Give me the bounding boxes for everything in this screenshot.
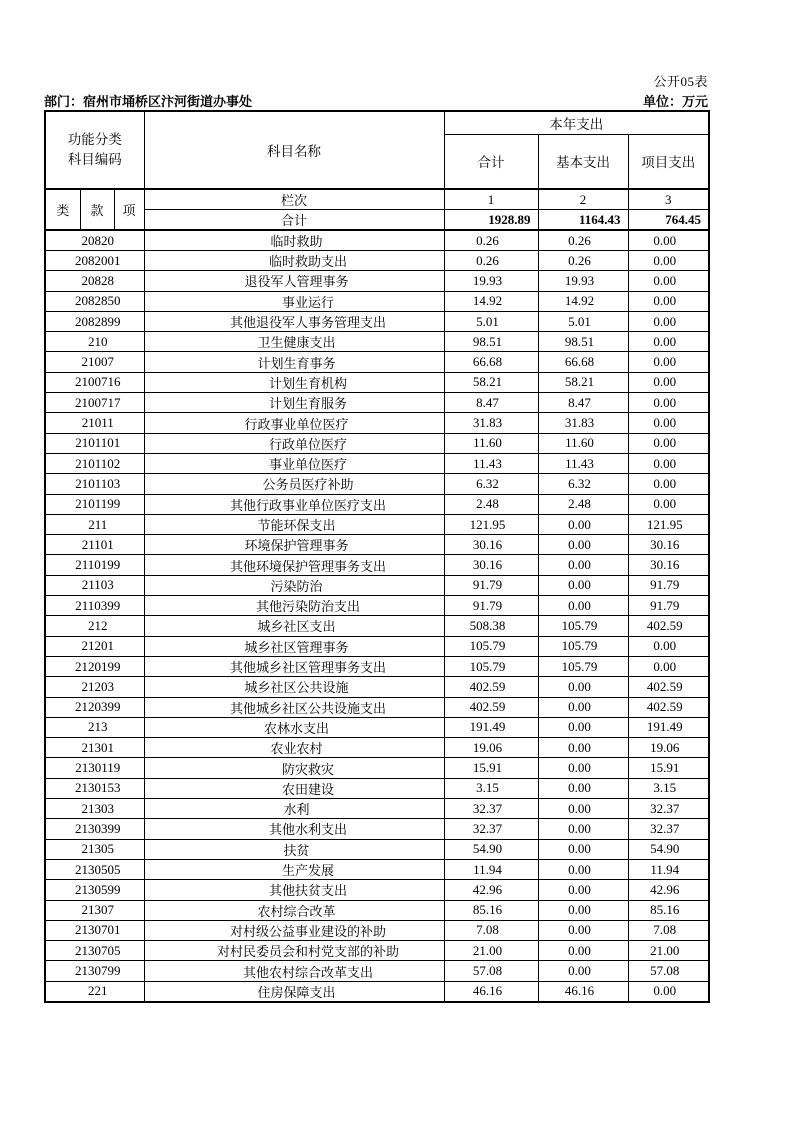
- row-basic-value: 105.79: [538, 616, 628, 636]
- row-subject-name: 计划生育机构: [144, 372, 444, 392]
- row-code: 2082899: [45, 311, 144, 331]
- row-project-value: 402.59: [628, 697, 709, 717]
- header-subcol-item: 项: [114, 189, 144, 230]
- row-basic-value: 66.68: [538, 352, 628, 372]
- row-total-value: 11.60: [444, 433, 538, 453]
- row-project-value: 0.00: [628, 230, 709, 251]
- unit-label: 单位：万元: [642, 94, 708, 109]
- row-project-value: 0.00: [628, 636, 709, 656]
- row-total-value: 31.83: [444, 413, 538, 433]
- row-project-value: 11.94: [628, 859, 709, 879]
- row-code: 2130705: [45, 941, 144, 961]
- row-subject-name: 农村综合改革: [144, 900, 444, 920]
- row-basic-value: 0.00: [538, 900, 628, 920]
- row-project-value: 0.00: [628, 433, 709, 453]
- table-row: [45, 758, 709, 778]
- meta-line: [44, 91, 708, 110]
- row-project-value: 0.00: [628, 453, 709, 473]
- header-subcol-section: 款: [80, 189, 114, 230]
- row-subject-name: 其他城乡社区管理事务支出: [144, 656, 444, 676]
- row-basic-value: 11.43: [538, 453, 628, 473]
- row-code: 2082850: [45, 291, 144, 311]
- row-total-value: 0.26: [444, 230, 538, 251]
- row-subject-name: 对村级公益事业建设的补助: [144, 920, 444, 940]
- row-code: 21307: [45, 900, 144, 920]
- row-basic-value: 0.00: [538, 535, 628, 555]
- header-column-index-3: 3: [628, 189, 709, 210]
- row-total-value: 0.26: [444, 251, 538, 271]
- row-code: 2130399: [45, 819, 144, 839]
- row-subject-name: 行政单位医疗: [144, 433, 444, 453]
- row-basic-value: 105.79: [538, 656, 628, 676]
- row-total-value: 2.48: [444, 494, 538, 514]
- table-row: [45, 433, 709, 453]
- row-total-value: 15.91: [444, 758, 538, 778]
- row-subject-name: 行政事业单位医疗: [144, 413, 444, 433]
- row-project-value: 7.08: [628, 920, 709, 940]
- row-total-value: 91.79: [444, 575, 538, 595]
- table-row: [45, 372, 709, 392]
- row-basic-value: 0.00: [538, 717, 628, 737]
- row-project-value: 91.79: [628, 596, 709, 616]
- table-row: [45, 941, 709, 961]
- header-code-title-line2: 科目编码: [67, 152, 122, 167]
- row-project-value: 0.00: [628, 474, 709, 494]
- row-subject-name: 其他水利支出: [144, 819, 444, 839]
- table-row: [45, 332, 709, 352]
- row-subject-name: 水利: [144, 799, 444, 819]
- row-basic-value: 0.00: [538, 596, 628, 616]
- row-basic-value: 0.00: [538, 941, 628, 961]
- row-subject-name: 其他扶贫支出: [144, 880, 444, 900]
- row-basic-value: 0.26: [538, 251, 628, 271]
- row-basic-value: 31.83: [538, 413, 628, 433]
- table-row: [45, 535, 709, 555]
- row-subject-name: 公务员医疗补助: [144, 474, 444, 494]
- row-project-value: 191.49: [628, 717, 709, 737]
- header-col-total: 合计: [444, 134, 538, 189]
- row-basic-value: 14.92: [538, 291, 628, 311]
- row-code: 2130701: [45, 920, 144, 940]
- row-code: 21201: [45, 636, 144, 656]
- row-total-value: 30.16: [444, 555, 538, 575]
- row-basic-value: 11.60: [538, 433, 628, 453]
- row-total-value: 105.79: [444, 656, 538, 676]
- header-col-project: 项目支出: [628, 134, 709, 189]
- row-subject-name: 事业运行: [144, 291, 444, 311]
- row-project-value: 402.59: [628, 677, 709, 697]
- row-subject-name: 扶贫: [144, 839, 444, 859]
- row-code: 21103: [45, 575, 144, 595]
- row-project-value: 30.16: [628, 555, 709, 575]
- row-subject-name: 环境保护管理事务: [144, 535, 444, 555]
- row-subject-name: 对村民委员会和村党支部的补助: [144, 941, 444, 961]
- row-total-value: 508.38: [444, 616, 538, 636]
- row-total-value: 11.94: [444, 859, 538, 879]
- row-project-value: 0.00: [628, 372, 709, 392]
- row-code: 2120399: [45, 697, 144, 717]
- row-code: 21011: [45, 413, 144, 433]
- row-project-value: 32.37: [628, 799, 709, 819]
- row-project-value: 0.00: [628, 494, 709, 514]
- row-subject-name: 生产发展: [144, 859, 444, 879]
- row-project-value: 0.00: [628, 413, 709, 433]
- row-basic-value: 46.16: [538, 981, 628, 1002]
- row-code: 20820: [45, 230, 144, 251]
- row-total-value: 21.00: [444, 941, 538, 961]
- table-row: [45, 596, 709, 616]
- row-basic-value: 0.00: [538, 819, 628, 839]
- table-row: [45, 717, 709, 737]
- row-code: 2101103: [45, 474, 144, 494]
- row-basic-value: 98.51: [538, 332, 628, 352]
- row-code: 21007: [45, 352, 144, 372]
- row-code: 20828: [45, 271, 144, 291]
- table-row: [45, 291, 709, 311]
- row-basic-value: 2.48: [538, 494, 628, 514]
- row-subject-name: 其他农村综合改革支出: [144, 961, 444, 981]
- row-basic-value: 8.47: [538, 393, 628, 413]
- row-basic-value: 0.00: [538, 778, 628, 798]
- row-project-value: 54.90: [628, 839, 709, 859]
- row-basic-value: 6.32: [538, 474, 628, 494]
- row-code: 2130153: [45, 778, 144, 798]
- row-project-value: 121.95: [628, 514, 709, 534]
- table-body: [45, 230, 709, 1002]
- row-code: 2100716: [45, 372, 144, 392]
- table-row: [45, 677, 709, 697]
- table-row: [45, 474, 709, 494]
- header-column-index-2: 2: [538, 189, 628, 210]
- table-row: [45, 900, 709, 920]
- table-row: [45, 738, 709, 758]
- row-total-value: 191.49: [444, 717, 538, 737]
- row-basic-value: 0.26: [538, 230, 628, 251]
- row-total-value: 57.08: [444, 961, 538, 981]
- row-code: 2110399: [45, 596, 144, 616]
- grand-total-project: 764.45: [628, 210, 709, 231]
- row-project-value: 57.08: [628, 961, 709, 981]
- row-total-value: 42.96: [444, 880, 538, 900]
- row-project-value: 42.96: [628, 880, 709, 900]
- row-subject-name: 其他城乡社区公共设施支出: [144, 697, 444, 717]
- row-code: 2082001: [45, 251, 144, 271]
- row-code: 21301: [45, 738, 144, 758]
- table-row: [45, 880, 709, 900]
- row-project-value: 30.16: [628, 535, 709, 555]
- row-basic-value: 0.00: [538, 920, 628, 940]
- row-total-value: 402.59: [444, 677, 538, 697]
- row-subject-name: 污染防治: [144, 575, 444, 595]
- row-total-value: 91.79: [444, 596, 538, 616]
- row-project-value: 0.00: [628, 656, 709, 676]
- table-row: [45, 981, 709, 1002]
- row-code: 2130599: [45, 880, 144, 900]
- row-subject-name: 节能环保支出: [144, 514, 444, 534]
- row-basic-value: 58.21: [538, 372, 628, 392]
- table-row: [45, 636, 709, 656]
- row-subject-name: 农业农村: [144, 738, 444, 758]
- row-project-value: 3.15: [628, 778, 709, 798]
- row-basic-value: 0.00: [538, 697, 628, 717]
- table-header: [45, 111, 709, 230]
- row-code: 211: [45, 514, 144, 534]
- table-row: [45, 311, 709, 331]
- row-total-value: 32.37: [444, 799, 538, 819]
- row-subject-name: 城乡社区支出: [144, 616, 444, 636]
- row-subject-name: 城乡社区管理事务: [144, 636, 444, 656]
- row-subject-name: 其他退役军人事务管理支出: [144, 311, 444, 331]
- header-column-index-label: 栏次: [144, 189, 444, 210]
- row-total-value: 14.92: [444, 291, 538, 311]
- row-subject-name: 住房保障支出: [144, 981, 444, 1002]
- row-total-value: 7.08: [444, 920, 538, 940]
- row-code: 21303: [45, 799, 144, 819]
- row-total-value: 5.01: [444, 311, 538, 331]
- grand-total-label: 合计: [144, 210, 444, 231]
- row-code: 2101102: [45, 453, 144, 473]
- department-label: 部门：宿州市埇桥区汴河街道办事处: [44, 94, 253, 109]
- row-total-value: 19.93: [444, 271, 538, 291]
- header-col-basic: 基本支出: [538, 134, 628, 189]
- row-project-value: 32.37: [628, 819, 709, 839]
- row-subject-name: 城乡社区公共设施: [144, 677, 444, 697]
- row-total-value: 6.32: [444, 474, 538, 494]
- row-total-value: 8.47: [444, 393, 538, 413]
- row-project-value: 0.00: [628, 981, 709, 1002]
- grand-total-basic: 1164.43: [538, 210, 628, 231]
- row-project-value: 91.79: [628, 575, 709, 595]
- row-total-value: 58.21: [444, 372, 538, 392]
- row-code: 212: [45, 616, 144, 636]
- table-row: [45, 819, 709, 839]
- table-row: [45, 494, 709, 514]
- row-subject-name: 事业单位医疗: [144, 453, 444, 473]
- row-code: 2110199: [45, 555, 144, 575]
- row-subject-name: 卫生健康支出: [144, 332, 444, 352]
- row-subject-name: 防灾救灾: [144, 758, 444, 778]
- header-column-index-1: 1: [444, 189, 538, 210]
- row-total-value: 11.43: [444, 453, 538, 473]
- row-project-value: 0.00: [628, 393, 709, 413]
- row-total-value: 66.68: [444, 352, 538, 372]
- row-code: 21203: [45, 677, 144, 697]
- table-row: [45, 778, 709, 798]
- row-total-value: 121.95: [444, 514, 538, 534]
- grand-total-sum: 1928.89: [444, 210, 538, 231]
- header-code-title: [45, 111, 144, 189]
- row-code: 221: [45, 981, 144, 1002]
- row-total-value: 85.16: [444, 900, 538, 920]
- row-code: 2100717: [45, 393, 144, 413]
- row-total-value: 30.16: [444, 535, 538, 555]
- table-row: [45, 352, 709, 372]
- row-basic-value: 0.00: [538, 514, 628, 534]
- table-row: [45, 839, 709, 859]
- row-basic-value: 105.79: [538, 636, 628, 656]
- row-subject-name: 其他污染防治支出: [144, 596, 444, 616]
- table-row: [45, 697, 709, 717]
- row-total-value: 402.59: [444, 697, 538, 717]
- row-subject-name: 其他行政事业单位医疗支出: [144, 494, 444, 514]
- row-project-value: 0.00: [628, 311, 709, 331]
- row-project-value: 0.00: [628, 271, 709, 291]
- row-basic-value: 5.01: [538, 311, 628, 331]
- row-code: 213: [45, 717, 144, 737]
- row-project-value: 0.00: [628, 352, 709, 372]
- row-basic-value: 0.00: [538, 859, 628, 879]
- row-code: 21101: [45, 535, 144, 555]
- row-total-value: 3.15: [444, 778, 538, 798]
- row-code: 2130799: [45, 961, 144, 981]
- row-basic-value: 0.00: [538, 758, 628, 778]
- row-basic-value: 0.00: [538, 799, 628, 819]
- row-total-value: 46.16: [444, 981, 538, 1002]
- table-row: [45, 799, 709, 819]
- row-code: 21305: [45, 839, 144, 859]
- table-row: [45, 453, 709, 473]
- row-project-value: 0.00: [628, 332, 709, 352]
- row-project-value: 402.59: [628, 616, 709, 636]
- row-code: 2101199: [45, 494, 144, 514]
- row-code: 2130119: [45, 758, 144, 778]
- table-row: [45, 251, 709, 271]
- row-basic-value: 0.00: [538, 839, 628, 859]
- row-subject-name: 农田建设: [144, 778, 444, 798]
- row-basic-value: 19.93: [538, 271, 628, 291]
- row-total-value: 105.79: [444, 636, 538, 656]
- table-row: [45, 514, 709, 534]
- row-project-value: 19.06: [628, 738, 709, 758]
- table-row: [45, 656, 709, 676]
- row-code: 2130505: [45, 859, 144, 879]
- table-row: [45, 920, 709, 940]
- row-project-value: 0.00: [628, 251, 709, 271]
- row-total-value: 54.90: [444, 839, 538, 859]
- expenditure-table: [44, 110, 710, 1003]
- row-subject-name: 农林水支出: [144, 717, 444, 737]
- row-code: 210: [45, 332, 144, 352]
- row-subject-name: 计划生育服务: [144, 393, 444, 413]
- row-total-value: 19.06: [444, 738, 538, 758]
- table-row: [45, 413, 709, 433]
- row-basic-value: 0.00: [538, 961, 628, 981]
- table-row: [45, 393, 709, 413]
- row-subject-name: 其他环境保护管理事务支出: [144, 555, 444, 575]
- row-subject-name: 退役军人管理事务: [144, 271, 444, 291]
- row-total-value: 32.37: [444, 819, 538, 839]
- row-subject-name: 临时救助支出: [144, 251, 444, 271]
- row-subject-name: 临时救助: [144, 230, 444, 251]
- row-basic-value: 0.00: [538, 880, 628, 900]
- row-code: 2101101: [45, 433, 144, 453]
- header-subcol-class: 类: [45, 189, 80, 230]
- header-code-title-line1: 功能分类: [67, 132, 122, 148]
- header-subject-title: 科目名称: [144, 111, 444, 189]
- table-row: [45, 230, 709, 251]
- row-project-value: 85.16: [628, 900, 709, 920]
- header-year-expenditure: 本年支出: [444, 111, 709, 134]
- row-total-value: 98.51: [444, 332, 538, 352]
- row-project-value: 21.00: [628, 941, 709, 961]
- table-row: [45, 555, 709, 575]
- table-row: [45, 575, 709, 595]
- row-project-value: 15.91: [628, 758, 709, 778]
- table-row: [45, 961, 709, 981]
- table-row: [45, 859, 709, 879]
- row-basic-value: 0.00: [538, 555, 628, 575]
- row-basic-value: 0.00: [538, 575, 628, 595]
- row-subject-name: 计划生育事务: [144, 352, 444, 372]
- form-number-label: 公开05表: [653, 74, 708, 89]
- table-row: [45, 616, 709, 636]
- table-row: [45, 271, 709, 291]
- row-project-value: 0.00: [628, 291, 709, 311]
- row-code: 2120199: [45, 656, 144, 676]
- row-basic-value: 0.00: [538, 738, 628, 758]
- row-basic-value: 0.00: [538, 677, 628, 697]
